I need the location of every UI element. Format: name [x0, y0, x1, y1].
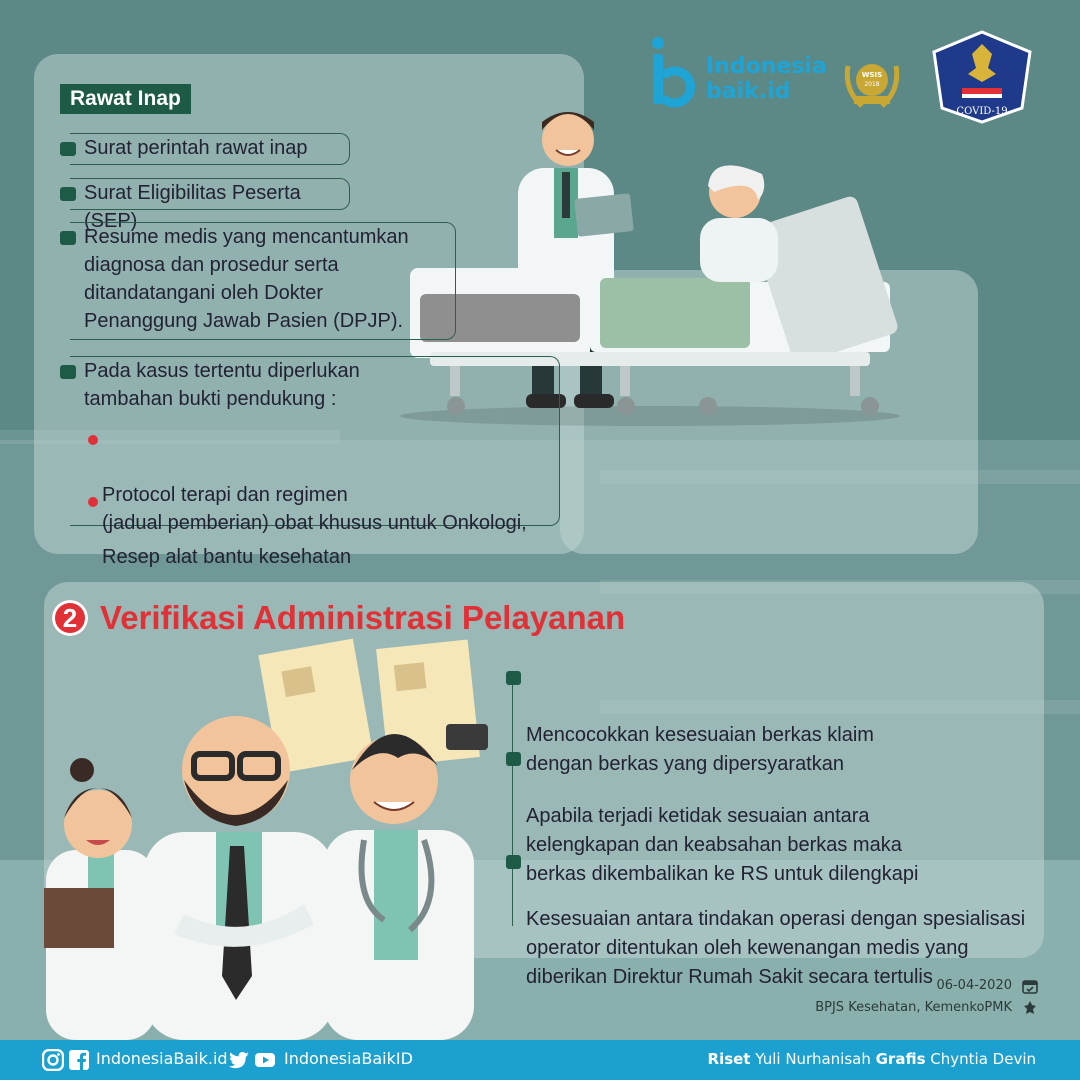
covid-badge-label: COVID-19 — [956, 106, 1008, 117]
requirement-text: Resume medis yang mencantumkan diagnosa dan prosedur serta ditandatangani oleh Dokter Penanggung Jawab Pasien (DPJP). — [84, 226, 409, 332]
verification-text: Apabila terjadi ketidak sesuaian antara kelengkapan dan keabsahan berkas maka berkas dikembalikan ke RS untuk dilengkapi — [526, 805, 919, 885]
publish-date: 06-04-2020 — [936, 978, 1012, 993]
grafis-name: Chyntia Devin — [930, 1050, 1036, 1068]
supporting-evidence-item — [102, 487, 351, 571]
supporting-evidence-text: Resep alat bantu kesehatan — [102, 546, 352, 568]
bald-doctor-figure — [144, 716, 334, 1040]
youtube-icon[interactable] — [254, 1049, 276, 1071]
verification-list-line — [512, 676, 513, 926]
calendar-icon — [1022, 978, 1038, 994]
twitter-icon[interactable] — [228, 1049, 250, 1071]
requirement-text: Surat Eligibilitas Peserta (SEP) — [84, 182, 301, 232]
bullet-square-icon — [506, 671, 521, 685]
verification-text: Kesesuaian antara tindakan operasi dengan spesialisasi operator ditentukan oleh kewenangan medis yang diberikan Direktur Rumah Sakit secara tertulis — [526, 908, 1026, 988]
verification-item — [526, 847, 1025, 992]
doctors-team-illustration — [34, 700, 494, 1040]
young-doctor-figure — [324, 734, 474, 1040]
female-doctor-figure — [44, 758, 156, 1040]
covid19-task-force-badge-icon — [932, 30, 1032, 124]
requirement-text: Surat perintah rawat inap — [84, 137, 308, 159]
requirement-text: Pada kasus tertentu diperlukan tambahan bukti pendukung : — [84, 360, 360, 410]
rawat-inap-tag: Rawat Inap — [60, 84, 191, 114]
map-pin-icon — [1022, 1000, 1038, 1016]
social-handle-link[interactable]: IndonesiaBaik.id — [96, 1049, 228, 1068]
instagram-icon[interactable] — [42, 1049, 64, 1071]
bullet-dot-icon — [88, 435, 98, 445]
credits — [708, 1048, 1036, 1070]
riset-name: Yuli Nurhanisah — [755, 1050, 871, 1068]
logo-text-line1: Indonesia — [706, 54, 827, 79]
bullet-square-icon — [506, 752, 521, 766]
requirement-item — [70, 178, 350, 232]
facebook-icon[interactable] — [68, 1049, 90, 1071]
bullet-square-icon — [60, 365, 76, 379]
requirement-item — [70, 222, 456, 340]
section-number-badge: 2 — [52, 600, 88, 636]
grafis-label: Grafis — [875, 1050, 926, 1068]
bullet-square-icon — [506, 855, 521, 869]
section-title: Verifikasi Administrasi Pelayanan — [100, 599, 626, 636]
bullet-square-icon — [60, 142, 76, 156]
social-handle-link[interactable]: IndonesiaBaikID — [284, 1049, 413, 1068]
supporting-evidence-text: Protocol terapi dan regimen (jadual pemberian) obat khusus untuk Onkologi, — [102, 484, 527, 534]
svg-text:WSIS: WSIS — [861, 71, 883, 79]
bullet-dot-icon — [88, 497, 98, 507]
verification-text: Mencocokkan kesesuaian berkas klaim dengan berkas yang dipersyaratkan — [526, 724, 874, 775]
logo-text-line2: baik.id — [706, 79, 791, 104]
bullet-square-icon — [60, 187, 76, 201]
source-text: BPJS Kesehatan, KemenkoPMK — [815, 1000, 1012, 1015]
svg-text:2018: 2018 — [864, 81, 880, 88]
requirement-item — [70, 133, 350, 165]
bullet-square-icon — [60, 231, 76, 245]
riset-label: Riset — [707, 1050, 751, 1068]
patient-figure — [700, 165, 778, 282]
